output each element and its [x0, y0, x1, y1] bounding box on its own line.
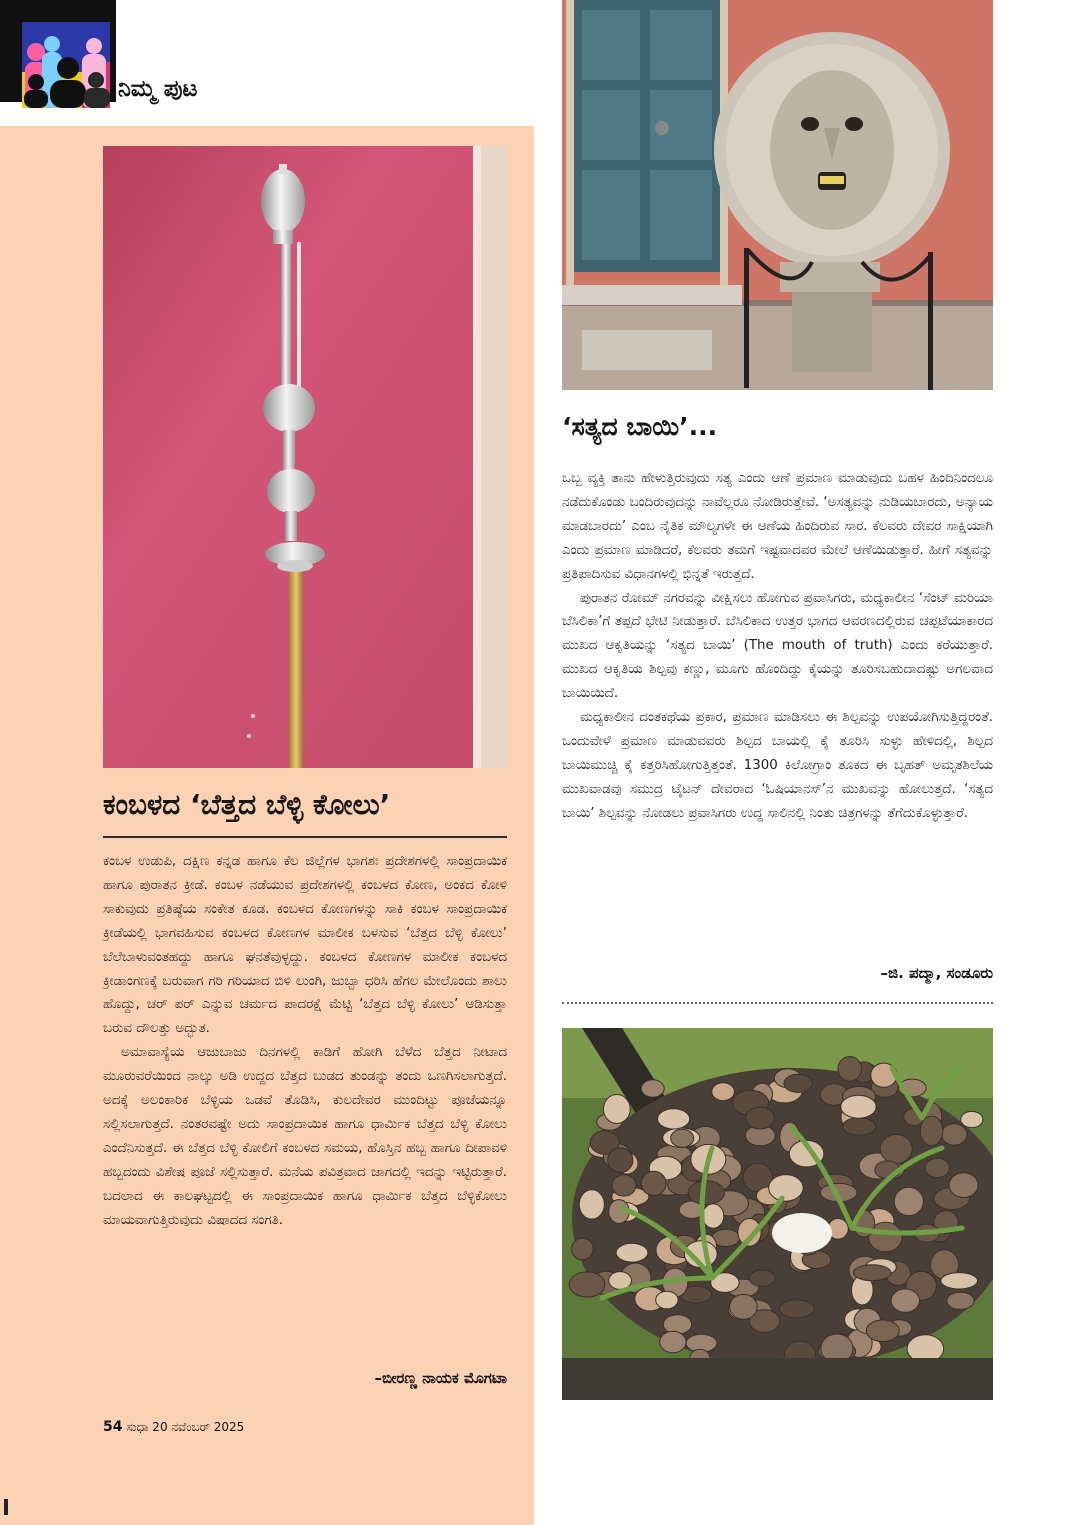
crop-mark [4, 1499, 8, 1515]
right-article-body [562, 467, 993, 826]
page-number: 54 [103, 1419, 123, 1435]
section-logo [22, 22, 110, 108]
section-title: ನಿಮ್ಮ ಪುಟ [118, 76, 198, 102]
right-article-credit: –ಜಿ. ಪದ್ಮಾ, ಸಂಡೂರು [880, 964, 993, 982]
mouth-of-truth-image [562, 0, 993, 390]
left-article-credit: –ಬೀರಣ್ಣ ನಾಯಕ ಮೊಗಟಾ [374, 1369, 507, 1387]
right-paragraph: ಮಧ್ಯಕಾಲೀನ ದಂತಕಥೆಯ ಪ್ರಕಾರ, ಪ್ರಮಾಣ ಮಾಡಿಸಲು ಈ ಶಿಲ್ಪವನ್ನು ಉಪಯೋಗಿಸುತ್ತಿದ್ದರಂತೆ. ಒಂದುವೇಳೆ ಪ್ರಮಾಣ ಮಾಡುವವರು ಶಿಲ್ಪದ ಬಾಯಲ್ಲಿ ಕೈ ತೂರಿಸಿ ಸುಳ್ಳು ಹೇಳಿದಲ್ಲಿ, ಶಿಲ್ಪದ ಬಾಯಿಮುಚ್ಚಿ ಕೈ ಕತ್ತರಿಸಿಹೋಗುತ್ತಿತ್ತಂತೆ. 1300 ಕಿಲೋಗ್ರಾಂ ತೂಕದ ಈ ಬೃಹತ್ ಅಮೃತಶಿಲೆಯ ಮುಖವಾಡವು ಸಮುದ್ರ ಟೈಟನ್ ದೇವರಾದ ‘ಓಷಿಯಾನಸ್’ನ ಮುಖವನ್ನು ಹೋಲುತ್ತದೆ. ‘ಸತ್ಯದ ಬಾಯಿ’ ಶಿಲ್ಪವನ್ನು ನೋಡಲು ಪ್ರವಾಸಿಗರು ಉದ್ದ ಸಾಲಿನಲ್ಲಿ ನಿಂತು ಚಿತ್ರಗಳನ್ನು ತೆಗೆದುಕೊಳ್ಳುತ್ತಾರೆ. [562, 710, 993, 821]
silver-cane-image [103, 146, 507, 768]
mouth-of-truth-photo [562, 0, 993, 390]
left-article-body [103, 850, 507, 1233]
headline-underline [103, 836, 507, 838]
issue-info: ಸುಧಾ 20 ನವೆಂಬರ್ 2025 [126, 1420, 245, 1434]
crowd-silhouette-icon [22, 22, 110, 108]
dotted-separator [562, 1002, 993, 1004]
right-article-headline: ‘ಸತ್ಯದ ಬಾಯಿ’... [562, 412, 718, 441]
left-paragraph: ಕಂಬಳ ಉಡುಪಿ, ದಕ್ಷಿಣ ಕನ್ನಡ ಹಾಗೂ ಕೆಲ ಜಿಲ್ಲೆಗಳ ಭಾಗಶಃ ಪ್ರದೇಶಗಳಲ್ಲಿ ಸಾಂಪ್ರದಾಯಿಕ ಹಾಗೂ ಪುರಾತನ ಕ್ರೀಡೆ. ಕಂಬಳ ನಡೆಯುವ ಪ್ರದೇಶಗಳಲ್ಲಿ ಕಂಬಳದ ಕೋಣ, ಅಂಕದ ಕೋಳಿ ಸಾಕುವುದು ಪ್ರತಿಷ್ಠೆಯ ಸಂಕೇತ ಕೂಡ. ಕಂಬಳದ ಕೋಣಗಳನ್ನು ಸಾಕಿ ಕಂಬಳ ಸಾಂಪ್ರದಾಯಿಕ ಕ್ರೀಡೆಯಲ್ಲಿ ಭಾಗವಹಿಸುವ ಕಂಬಳದ ಕೋಣಗಳ ಮಾಲೀಕ ಬಳಸುವ ‘ಬೆತ್ತದ ಬೆಳ್ಳಿ ಕೋಲು’ ಬೆಲೆಬಾಳುವಂತಹದ್ದು ಹಾಗೂ ಘನತೆವುಳ್ಳದ್ದು. ಕಂಬಳದ ಕೋಣಗಳ ಮಾಲೀಕ ಕಂಬಳದ ಕ್ರೀಡಾಂಗಣಕ್ಕೆ ಬರುವಾಗ ಗರಿ ಗರಿಯಾದ ಬಿಳಿ ಲುಂಗಿ, ಜುಬ್ಬಾ ಧರಿಸಿ ಹೆಗಲ ಮೇಲೊಂದು ಶಾಲು ಹೊದ್ದು, ಚರ್ ಪರ್ ಎನ್ನುವ ಚರ್ಮದ ಪಾದರಕ್ಷೆ ಮೆಟ್ಟಿ ‘ಬೆತ್ತದ ಬೆಳ್ಳಿ ಕೋಲು’ ಆಡಿಸುತ್ತಾ ಬರುವ ದೌಲತ್ತು ಅದ್ಭುತ. [103, 854, 507, 1037]
coconut-shells-photo [562, 1028, 993, 1400]
right-paragraph: ಒಬ್ಬ ವ್ಯಕ್ತಿ ತಾನು ಹೇಳುತ್ತಿರುವುದು ಸತ್ಯ ಎಂದು ಆಣೆ ಪ್ರಮಾಣ ಮಾಡುವುದು ಬಹಳ ಹಿಂದಿನಿಂದಲೂ ನಡೆದುಕೊಂಡು ಬಂದಿರುವುದನ್ನು ನಾವೆಲ್ಲರೂ ನೋಡಿರುತ್ತೇವೆ. ‘ಅಸತ್ಯವನ್ನು ನುಡಿಯಬಾರದು, ಅನ್ಯಾಯ ಮಾಡಬಾರದು’ ಎಂಬ ನೈತಿಕ ಮೌಲ್ಯಗಳೇ ಈ ಆಣೆಯ ಹಿಂದಿರುವ ಸಾರ. ಕೆಲವರು ದೇವರ ಸಾಕ್ಷಿಯಾಗಿ ಎಂದು ಪ್ರಮಾಣ ಮಾಡಿದರೆ, ಕೆಲವರು ತಮಗೆ ಇಷ್ಟವಾದವರ ಮೇಲೆ ಆಣೆಯಿಡುತ್ತಾರೆ. ಹೀಗೆ ಸತ್ಯವನ್ನು ಪ್ರತಿಪಾದಿಸುವ ವಿಧಾನಗಳಲ್ಲಿ ಭಿನ್ನತೆ ಇರುತ್ತದೆ. [562, 471, 993, 582]
coconut-shells-image [562, 1028, 993, 1400]
page-footer [103, 1419, 244, 1435]
silver-cane-photo [103, 146, 507, 768]
right-paragraph: ಪುರಾತನ ರೋಮ್ ನಗರವನ್ನು ವೀಕ್ಷಿಸಲು ಹೋಗುವ ಪ್ರವಾಸಿಗರು, ಮಧ್ಯಕಾಲೀನ ‘ಸೆಂಟ್ ಮರಿಯಾ ಬೆಸಿಲಿಕಾ’ಗೆ ತಪ್ಪದೆ ಭೇಟಿ ನೀಡುತ್ತಾರೆ. ಬೆಸಿಲಿಕಾದ ಉತ್ತರ ಭಾಗದ ಆವರಣದಲ್ಲಿರುವ ಚಪ್ಪಟೆಯಾಕಾರದ ಮುಖದ ಆಕೃತಿಯನ್ನು ‘ಸತ್ಯದ ಬಾಯಿ’ (The mouth of truth) ಎಂದು ಕರೆಯುತ್ತಾರೆ. ಮುಖದ ಆಕೃತಿಯ ಶಿಲ್ಪವು ಕಣ್ಣು, ಮೂಗು ಹೊಂದಿದ್ದು ಕೈಯನ್ನು ತೂರಿಸಬಹುದಾದಷ್ಟು ಅಗಲವಾದ ಬಾಯಿಯಿದೆ. [562, 590, 993, 702]
left-paragraph: ಅಮಾವಾಸ್ಯೆಯ ಆಜುಬಾಜು ದಿನಗಳಲ್ಲಿ ಕಾಡಿಗೆ ಹೋಗಿ ಬೆಳೆದ ಬೆತ್ತದ ನೀಟಾದ ಮೂರುವರೆಯಿಂದ ನಾಲ್ಕು ಅಡಿ ಉದ್ದದ ಬೆತ್ತದ ಬುಡದ ತುಂಡನ್ನು ತಂದು ಒಣಗಿಸಲಾಗುತ್ತದೆ. ಅದಕ್ಕೆ ಅಲಂಕಾರಿಕ ಬೆಳ್ಳಿಯ ಒಡವೆ ತೊಡಿಸಿ, ಕುಲದೇವರ ಮುಂದಿಟ್ಟು ಪೂಜೆಯನ್ನೂ ಸಲ್ಲಿಸಲಾಗುತ್ತದೆ. ನಂತರವಷ್ಟೇ ಅದು ಸಾಂಪ್ರದಾಯಿಕ ಹಾಗೂ ಧಾರ್ಮಿಕ ಬೆತ್ತದ ಬೆಳ್ಳಿ ಕೋಲು ಎಂದೆನಿಸುತ್ತದೆ. ಈ ಬೆತ್ತದ ಬೆಳ್ಳಿ ಕೋಲಿಗೆ ಕಂಬಳದ ಸಮಯ, ಹೊಸ್ತಿನ ಹಬ್ಬ ಹಾಗೂ ದೀಪಾವಳಿ ಹಬ್ಬದಂದು ವಿಶೇಷ ಪೂಜೆ ಸಲ್ಲಿಸುತ್ತಾರೆ. ಮನೆಯ ಪವಿತ್ರವಾದ ಜಾಗದಲ್ಲಿ ಇದನ್ನು ಇಟ್ಟಿರುತ್ತಾರೆ. ಬದಲಾದ ಈ ಕಾಲಘಟ್ಟದಲ್ಲಿ ಈ ಸಾಂಪ್ರದಾಯಿಕ ಹಾಗೂ ಧಾರ್ಮಿಕ ಬೆತ್ತದ ಬೆಳ್ಳಿಕೋಲು ಮಾಯವಾಗುತ್ತಿರುವುದು ವಿಷಾದದ ಸಂಗತಿ. [103, 1045, 508, 1228]
left-article-headline: ಕಂಬಳದ ‘ಬೆತ್ತದ ಬೆಳ್ಳಿ ಕೋಲು’ [103, 788, 391, 821]
